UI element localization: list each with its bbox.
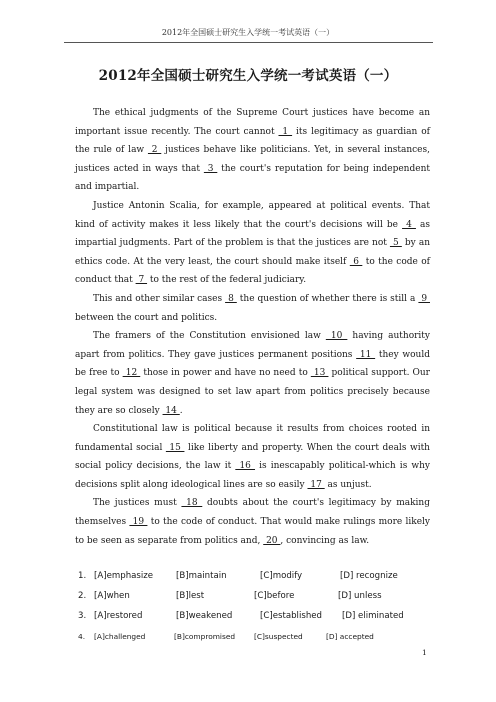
option-a: [A]emphasize xyxy=(94,571,154,581)
option-a: [A]restored xyxy=(94,611,143,621)
blank-14: 14 xyxy=(162,405,180,416)
blank-13: 13 xyxy=(310,368,329,379)
question-number: 4. xyxy=(78,631,86,641)
text-segment: to the code of conduct that xyxy=(75,256,431,286)
text-segment: justices behave like politicians. Yet, in several instances, justices acted in ways that xyxy=(75,145,430,174)
paragraph-2 xyxy=(75,197,430,290)
blank-8: 8 xyxy=(225,293,237,304)
question-row-4 xyxy=(78,626,404,646)
text-segment: the question of whether there is still a xyxy=(236,293,419,304)
text-segment: The ethical judgments of the Supreme Court justices have become an important issue recently. The court cannot xyxy=(75,108,430,137)
option-a: [A]challenged xyxy=(94,631,146,641)
blank-9: 9 xyxy=(418,293,430,304)
running-header: 2012年全国硕士研究生入学统一考试英语（一） xyxy=(161,28,335,37)
text-segment: to the code of conduct. That would make rulings more likely to be seen as separate from politics and, xyxy=(75,517,430,546)
cloze-passage xyxy=(75,104,430,550)
option-c: [C]modify xyxy=(260,571,303,581)
option-b: [B]lest xyxy=(176,591,205,601)
text-segment: is inescapably political-which is why decisions split along ideological lines are so easily xyxy=(75,461,431,490)
text-segment: as unjust. xyxy=(324,479,372,490)
text-segment: those in power and have no need to xyxy=(140,368,311,379)
option-b: [B]weakened xyxy=(176,611,233,621)
blank-4: 4 xyxy=(402,219,416,230)
text-segment: . xyxy=(179,405,183,416)
question-row-2 xyxy=(78,586,404,606)
text-segment: This and other similar cases xyxy=(93,293,226,304)
question-row-3 xyxy=(78,606,404,626)
text-segment: its legitimacy as guardian of the rule of law xyxy=(75,126,430,156)
question-number: 3. xyxy=(78,611,87,621)
text-segment: the court's reputation for being independent and impartial. xyxy=(75,163,430,193)
blank-2: 2 xyxy=(147,145,162,156)
blank-5: 5 xyxy=(389,238,402,249)
blank-6: 6 xyxy=(349,256,363,267)
paragraph-4 xyxy=(75,327,430,420)
text-segment: doubts about the court's legitimacy by making themselves xyxy=(75,498,430,528)
option-d: [D] accepted xyxy=(326,631,374,641)
option-d: [D] eliminated xyxy=(342,611,404,621)
question-number: 2. xyxy=(78,591,87,601)
blank-16: 16 xyxy=(235,461,256,472)
blank-20: 20 xyxy=(263,535,281,546)
paragraph-3 xyxy=(75,290,430,327)
blank-17: 17 xyxy=(307,479,325,490)
option-c: [C]established xyxy=(260,611,323,621)
blank-10: 10 xyxy=(325,331,348,342)
text-segment: by an ethics code. At the very least, the court should make itself xyxy=(75,238,430,267)
text-segment: , convincing as law. xyxy=(280,535,370,546)
option-c: [C]suspected xyxy=(254,631,303,641)
option-b: [B]maintain xyxy=(176,571,227,581)
blank-11: 11 xyxy=(356,349,376,360)
page-number: 1 xyxy=(422,648,427,657)
blank-15: 15 xyxy=(165,442,185,453)
paragraph-5 xyxy=(75,420,430,494)
text-segment: to the rest of the federal judiciary. xyxy=(147,275,307,286)
text-segment: The framers of the Constitution envisioned law xyxy=(93,331,326,342)
text-segment: between the court and politics. xyxy=(75,312,218,323)
paragraph-1 xyxy=(75,104,430,197)
text-segment: The justices must xyxy=(93,498,182,509)
blank-19: 19 xyxy=(129,517,148,528)
text-segment: Justice Antonin Scalia, for example, appeared at political events. That kind of activity makes it less likely that the court's decisions will be xyxy=(75,200,430,230)
answer-options xyxy=(78,566,404,646)
option-d: [D] unless xyxy=(338,591,382,601)
text-segment: like liberty and property. When the court deals with social policy decisions, the law it xyxy=(75,442,430,472)
option-a: [A]when xyxy=(94,591,130,601)
blank-18: 18 xyxy=(181,498,203,509)
question-row-1 xyxy=(78,566,404,586)
option-d: [D] recognize xyxy=(340,571,398,581)
page-title: 2012年全国硕士研究生入学统一考试英语（一） xyxy=(98,68,398,84)
blank-7: 7 xyxy=(135,275,148,286)
option-b: [B]compromised xyxy=(174,631,236,641)
option-c: [C]before xyxy=(254,591,295,601)
question-number: 1. xyxy=(78,571,87,581)
text-segment: as impartial judgments. Part of the problem is that the justices are not xyxy=(75,219,430,249)
paragraph-6 xyxy=(75,494,430,550)
text-segment: political support. Our legal system was designed to set law apart from politics precisely because they are so closely xyxy=(75,368,430,416)
blank-3: 3 xyxy=(203,163,218,174)
blank-12: 12 xyxy=(122,368,141,379)
text-segment: Constitutional law is political because it results from choices rooted in fundamental social xyxy=(75,424,430,453)
text-segment: they would be free to xyxy=(75,349,430,379)
text-segment: having authority apart from politics. They gave justices permanent positions xyxy=(75,331,430,360)
header-divider xyxy=(64,42,433,43)
blank-1: 1 xyxy=(278,126,293,137)
